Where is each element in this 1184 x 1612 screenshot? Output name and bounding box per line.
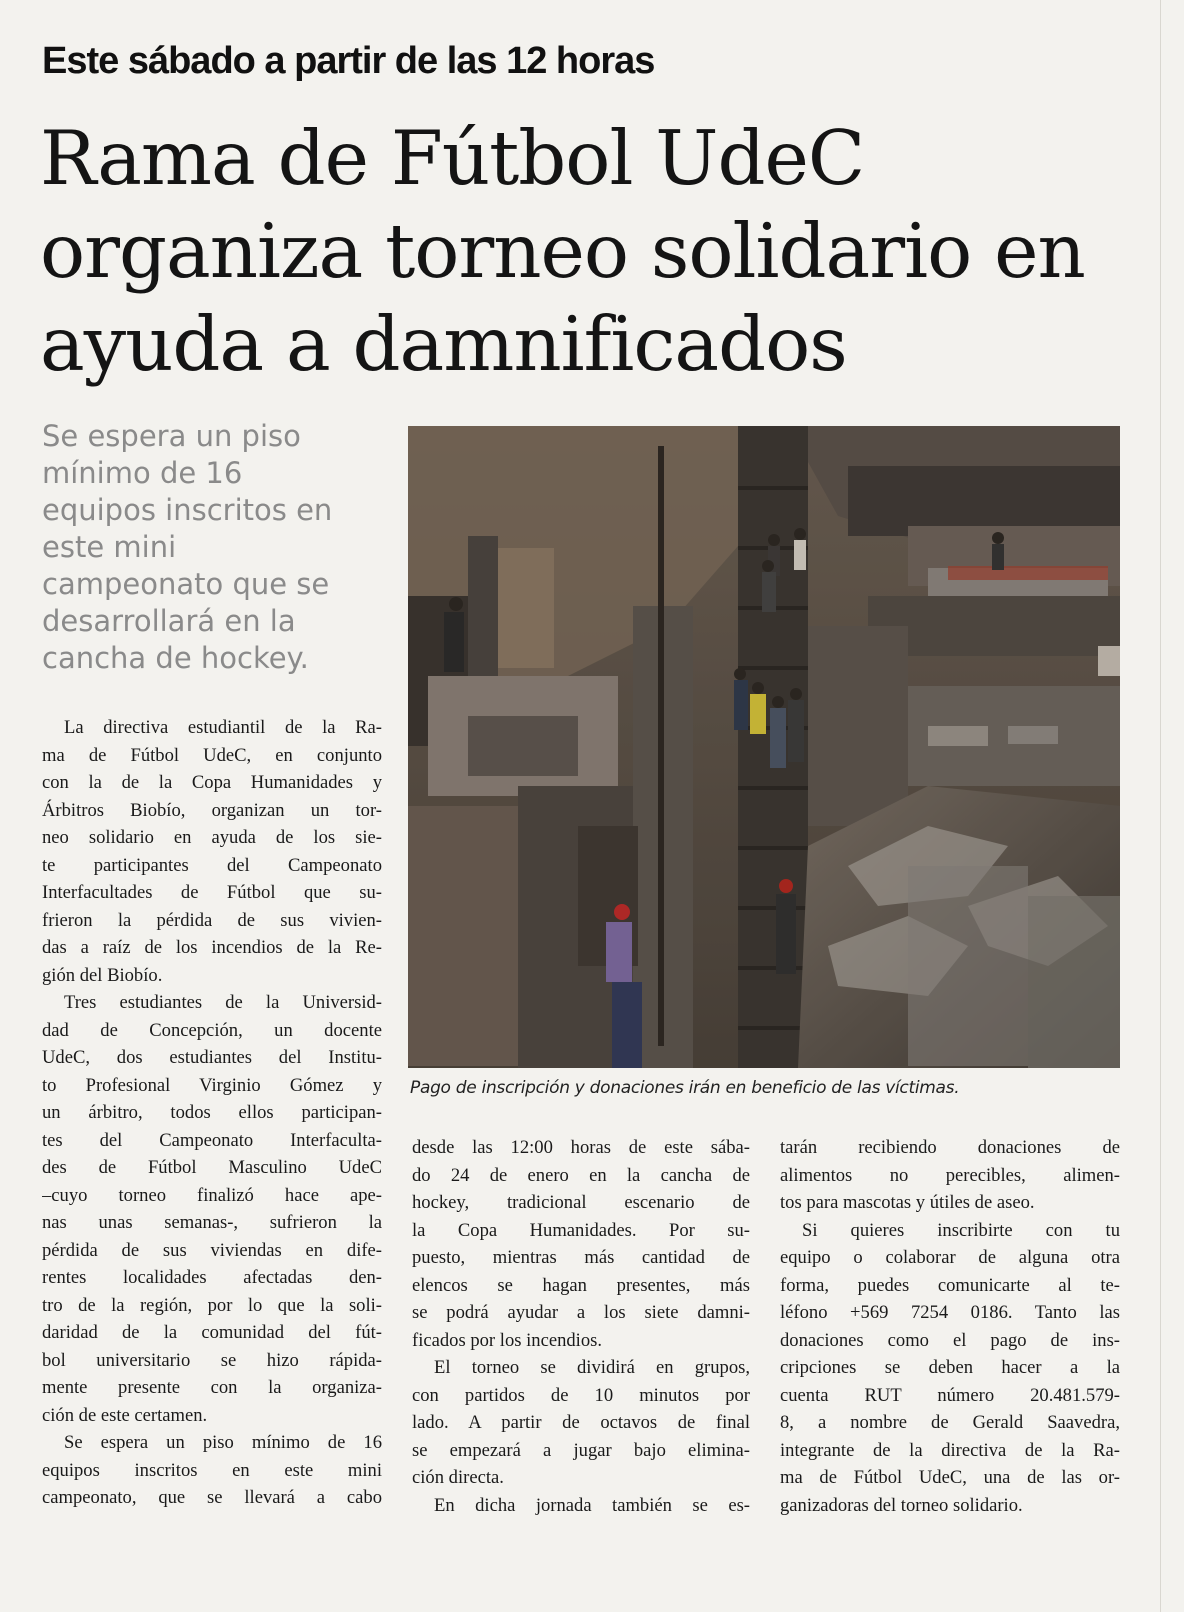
body-text-line: un árbitro, todos ellos participan- [42, 1102, 382, 1123]
body-text-line: puesto, mientras más cantidad de [412, 1247, 750, 1268]
body-column-2 [412, 1134, 750, 1519]
headline-line: Rama de Fútbol UdeC [40, 114, 865, 202]
body-text-line: Si quieres inscribirte con tu [802, 1219, 1120, 1241]
body-text-line: do 24 de enero en la cancha de [412, 1164, 750, 1186]
summary-line: Se espera un piso [42, 419, 301, 453]
body-text-line: Árbitros Biobío, organizan un tor- [42, 799, 382, 821]
body-text-line: mente presente con la organiza- [42, 1377, 382, 1398]
body-text-line: –cuyo torneo finalizó hace ape- [42, 1184, 382, 1206]
body-column-3 [780, 1134, 1120, 1519]
body-text-line: ma de Fútbol UdeC, una de las or- [780, 1467, 1120, 1488]
article-kicker: Este sábado a partir de las 12 horas [42, 40, 655, 82]
summary-line: mínimo de 16 [42, 456, 243, 490]
body-text-line: cuenta RUT número 20.481.579- [780, 1384, 1120, 1406]
body-text-line: cripciones se deben hacer a la [780, 1357, 1120, 1378]
body-text-line: se empezará a jugar bajo elimina- [412, 1439, 750, 1461]
body-text-line: El torneo se dividirá en grupos, [434, 1357, 750, 1378]
summary-line: cancha de hockey. [42, 641, 309, 675]
body-text-line: tes del Campeonato Interfaculta- [42, 1129, 382, 1151]
body-text-line: elencos se hagan presentes, más [412, 1274, 750, 1296]
body-text-line: ficados por los incendios. [412, 1329, 603, 1351]
body-text-line: dad de Concepción, un docente [42, 1019, 382, 1041]
column-rule [1160, 0, 1161, 1612]
body-text-line: ma de Fútbol UdeC, en conjunto [42, 744, 382, 766]
body-text-line: la Copa Humanidades. Por su- [412, 1219, 750, 1241]
body-text-line: ción de este certamen. [42, 1404, 208, 1426]
body-text-line: ción directa. [412, 1467, 504, 1488]
body-text-line: Interfacultades de Fútbol que su- [42, 882, 382, 903]
body-text-line: ganizadoras del torneo solidario. [780, 1494, 1023, 1516]
summary-line: este mini [42, 530, 177, 564]
body-text-line: desde las 12:00 horas de este sába- [412, 1137, 750, 1158]
body-text-line: frieron la pérdida de sus vivien- [42, 909, 382, 931]
article-summary [42, 418, 372, 677]
body-text-line: neo solidario en ayuda de los sie- [42, 827, 382, 848]
body-text-line: das a raíz de los incendios de la Re- [42, 937, 382, 958]
body-text-line: gión del Biobío. [42, 964, 163, 986]
body-text-line: con partidos de 10 minutos por [412, 1384, 750, 1406]
summary-line: desarrollará en la [42, 604, 296, 638]
body-text-line: donaciones como el pago de ins- [780, 1329, 1120, 1351]
body-text-line: bol universitario se hizo rápida- [42, 1349, 382, 1371]
body-text-line: tos para mascotas y útiles de aseo. [780, 1192, 1035, 1213]
body-text-line: equipo o colaborar de alguna otra [780, 1247, 1120, 1268]
body-text-line: integrante de la directiva de la Ra- [780, 1439, 1120, 1461]
body-text-line: con la de la Copa Humanidades y [42, 772, 382, 793]
body-text-line: campeonato, que se llevará a cabo [42, 1487, 382, 1508]
body-text-line: equipos inscritos en este mini [42, 1459, 382, 1481]
body-text-line: Tres estudiantes de la Universid- [64, 992, 382, 1013]
body-text-line: La directiva estudiantil de la Ra- [64, 717, 382, 738]
body-text-line: forma, puedes comunicarte al te- [780, 1274, 1120, 1296]
body-text-line: léfono +569 7254 0186. Tanto las [780, 1302, 1120, 1323]
body-text-line: te participantes del Campeonato [42, 854, 382, 876]
body-text-line: hockey, tradicional escenario de [412, 1192, 750, 1213]
body-text-line: tro de la región, por lo que la soli- [42, 1294, 382, 1316]
body-column-1 [42, 714, 382, 1512]
body-text-line: En dicha jornada también se es- [434, 1494, 750, 1516]
body-text-line: nas unas semanas-, sufrieron la [42, 1212, 382, 1233]
article-headline [40, 112, 1130, 391]
headline-line: organiza torneo solidario en [40, 207, 1085, 295]
summary-line: equipos inscritos en [42, 493, 333, 527]
body-text-line: alimentos no perecibles, alimen- [780, 1164, 1120, 1186]
body-text-line: lado. A partir de octavos de final [412, 1412, 750, 1433]
headline-line: ayuda a damnificados [40, 300, 847, 388]
article-photo [408, 426, 1120, 1068]
body-text-line: UdeC, dos estudiantes del Institu- [42, 1047, 382, 1068]
photo-caption: Pago de inscripción y donaciones irán en beneficio de las víctimas. [410, 1078, 960, 1098]
body-text-line: pérdida de sus viviendas en dife- [42, 1239, 382, 1261]
body-text-line: tarán recibiendo donaciones de [780, 1137, 1120, 1158]
photo-illustration [408, 426, 1120, 1068]
body-text-line: Se espera un piso mínimo de 16 [64, 1432, 382, 1453]
body-text-line: rentes localidades afectadas den- [42, 1267, 382, 1288]
body-text-line: daridad de la comunidad del fút- [42, 1322, 382, 1343]
body-text-line: des de Fútbol Masculino UdeC [42, 1157, 382, 1178]
body-text-line: se podrá ayudar a los siete damni- [412, 1302, 750, 1323]
body-text-line: 8, a nombre de Gerald Saavedra, [780, 1412, 1120, 1433]
summary-line: campeonato que se [42, 567, 330, 601]
body-text-line: to Profesional Virginio Gómez y [42, 1074, 382, 1096]
